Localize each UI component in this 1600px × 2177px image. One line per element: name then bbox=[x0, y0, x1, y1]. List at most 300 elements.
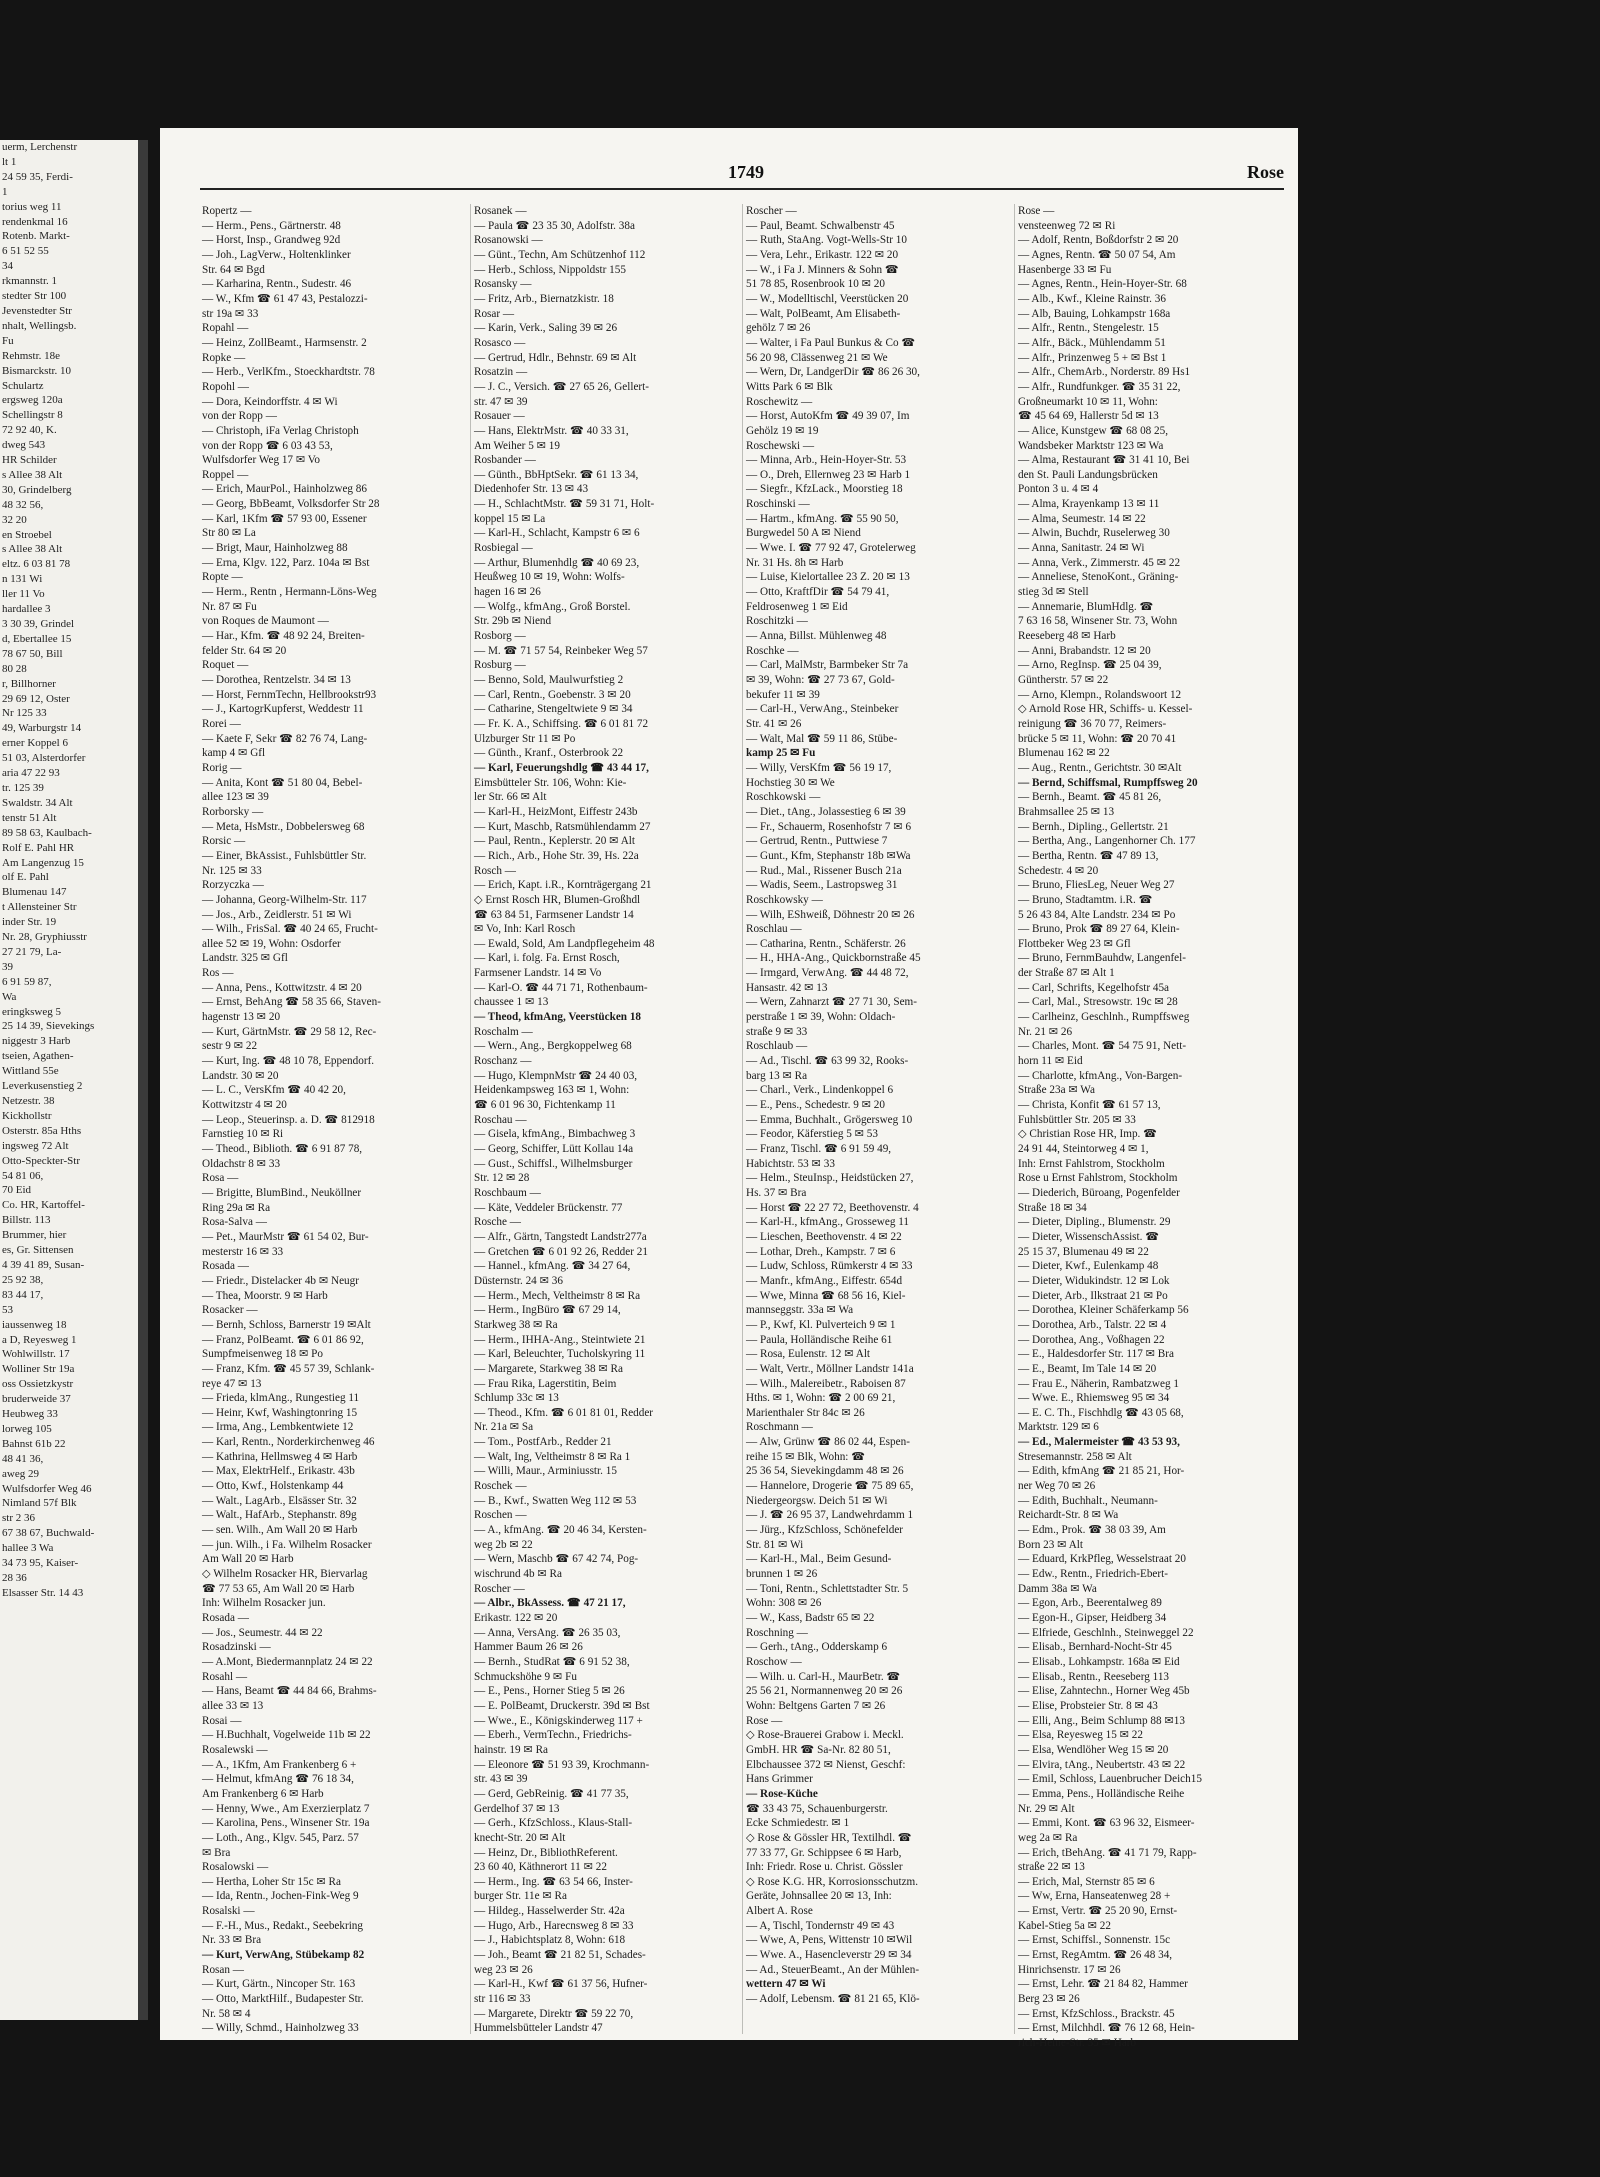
directory-entry-line: Albert A. Rose bbox=[746, 1905, 813, 1918]
directory-entry-line: — Herm., IHHA-Ang., Steintwiete 21 bbox=[474, 1333, 646, 1346]
left-page-line: Am Langenzug 15 bbox=[2, 856, 84, 869]
directory-entry-line: ☎ 45 64 69, Hallerstr 5d ✉ 13 bbox=[1018, 410, 1159, 423]
left-page-line: Nr. 28, Gryphiusstr bbox=[2, 931, 87, 944]
directory-entry-line: — Elisab., Lohkampstr. 168a ✉ Eid bbox=[1018, 1655, 1180, 1668]
directory-entry-line: Rorzyczka — bbox=[202, 879, 264, 892]
directory-entry-line: ☎ 6 01 96 30, Fichtenkamp 11 bbox=[474, 1099, 616, 1112]
left-page-line: 28 36 bbox=[2, 1572, 27, 1584]
left-page-line: Netzestr. 38 bbox=[2, 1095, 55, 1107]
directory-entry-line: weg 2a ✉ Ra bbox=[1018, 1831, 1078, 1844]
directory-entry-line: reye 47 ✉ 13 bbox=[202, 1377, 262, 1390]
directory-entry-line: — Carl-H., VerwAng., Steinbeker bbox=[746, 703, 899, 716]
directory-entry-line: — Kurt, Gärtn., Nincoper Str. 163 bbox=[202, 1978, 356, 1991]
left-page-line: tr. 125 39 bbox=[2, 781, 44, 794]
directory-entry-line: ◇ Rose & Gössler HR, Textilhdl. ☎ bbox=[746, 1831, 912, 1844]
directory-entry-line: — Otto, Kwf., Holstenkamp 44 bbox=[202, 1480, 344, 1493]
directory-entry-line: 25 15 37, Blumenau 49 ✉ 22 bbox=[1018, 1245, 1149, 1258]
directory-entry-line: vensteenweg 72 ✉ Ri bbox=[1018, 219, 1116, 232]
directory-entry-line: sestr 9 ✉ 22 bbox=[202, 1040, 258, 1053]
directory-entry-line: Str. 12 ✉ 28 bbox=[474, 1172, 530, 1185]
left-page-line: Wulfsdorfer Weg 46 bbox=[2, 1482, 92, 1495]
directory-entry-line: Nr. 33 ✉ Bra bbox=[202, 1934, 262, 1947]
directory-entry-line: von der Ropp ☎ 6 03 43 53, bbox=[202, 439, 333, 452]
directory-entry-line: ner Weg 70 ✉ 26 bbox=[1018, 1480, 1096, 1493]
directory-entry-line: — J., Habichtsplatz 8, Wohn: 618 bbox=[474, 1934, 626, 1947]
column-4 bbox=[1018, 204, 1286, 2050]
directory-entry-line: — Tom., PostfArb., Redder 21 bbox=[474, 1436, 612, 1449]
directory-entry-line: Inh: Friedr. Rose u. Christ. Gössler bbox=[746, 1861, 903, 1874]
directory-entry-line: — Edw., Rentn., Friedrich-Ebert- bbox=[1018, 1568, 1168, 1581]
directory-entry-line: Reichardt-Str. 8 ✉ Wa bbox=[1018, 1509, 1119, 1522]
directory-entry-line: — Anita, Kont ☎ 51 80 04, Bebel- bbox=[202, 776, 363, 789]
directory-entry-line: — Fr. K. A., Schiffsing. ☎ 6 01 81 72 bbox=[474, 717, 649, 730]
directory-entry-line: Roschning — bbox=[746, 1626, 808, 1639]
left-page-line: Schellingstr 8 bbox=[2, 409, 63, 422]
directory-entry-line: — Helmut, kfmAng ☎ 76 18 34, bbox=[202, 1773, 354, 1786]
directory-entry-line: Heidenkampsweg 163 ✉ 1, Wohn: bbox=[474, 1084, 630, 1097]
directory-entry-line: Straße 23a ✉ Wa bbox=[1018, 1084, 1095, 1097]
left-page-line: 6 91 59 87, bbox=[2, 975, 52, 988]
left-page-line: 89 58 63, Kaulbach- bbox=[2, 826, 92, 839]
left-page-line: 1 bbox=[2, 185, 8, 198]
directory-entry-line: — Alice, Kunstgew ☎ 68 08 25, bbox=[1018, 424, 1169, 437]
directory-entry-line: Hasenberge 33 ✉ Fu bbox=[1018, 263, 1112, 276]
directory-entry-line: Schmuckshöhe 9 ✉ Fu bbox=[474, 1670, 577, 1683]
directory-entry-line: — Thea, Moorstr. 9 ✉ Harb bbox=[202, 1289, 328, 1302]
directory-entry-line: Rosbander — bbox=[474, 454, 536, 467]
directory-entry-line: Born 23 ✉ Alt bbox=[1018, 1538, 1084, 1551]
directory-entry-line: — H., HHA-Ang., Quickbornstraße 45 bbox=[746, 952, 921, 965]
directory-entry-line: — Frau E., Näherin, Rambatzweg 1 bbox=[1018, 1377, 1179, 1390]
left-page-line: Blumenau 147 bbox=[2, 886, 67, 899]
directory-entry-line: — Gerh., KfzSchloss., Klaus-Stall- bbox=[474, 1817, 633, 1830]
directory-entry-line: — A., 1Kfm, Am Frankenberg 6 + bbox=[202, 1758, 357, 1771]
directory-entry-line: Rosa-Salva — bbox=[202, 1216, 267, 1229]
directory-entry-line: Str. 41 ✉ 26 bbox=[746, 717, 802, 730]
directory-entry-line: — Günt., Techn, Am Schützenhof 112 bbox=[474, 248, 646, 261]
directory-entry-line: Eimsbütteler Str. 106, Wohn: Kie- bbox=[474, 776, 627, 789]
directory-entry-line: — Günth., Kranf., Osterbrook 22 bbox=[474, 747, 624, 760]
left-page-line: Leverkusenstieg 2 bbox=[2, 1080, 83, 1093]
directory-entry-line: — W., i Fa J. Minners & Sohn ☎ bbox=[746, 263, 899, 276]
directory-entry-line: Fuhlsbüttler Str. 205 ✉ 33 bbox=[1018, 1113, 1136, 1126]
left-page-line: 30, Grindelberg bbox=[2, 483, 72, 496]
directory-entry-line: Niedergeorgsw. Deich 51 ✉ Wi bbox=[746, 1494, 888, 1507]
left-page-line: uerm, Lerchenstr bbox=[2, 141, 78, 153]
directory-entry-line: — Ruth, StaAng. Vogt-Wells-Str 10 bbox=[746, 234, 907, 247]
directory-entry-line: Kottwitzstr 4 ✉ 20 bbox=[202, 1099, 287, 1112]
directory-entry-line: — Bruno, FernmBauhdw, Langenfel- bbox=[1018, 952, 1186, 965]
directory-entry-line: — Kaete F, Sekr ☎ 82 76 74, Lang- bbox=[202, 732, 368, 745]
directory-entry-line: — Otto, KraftfDir ☎ 54 79 41, bbox=[746, 586, 890, 599]
directory-entry-line: — P., Kwf, Kl. Pulverteich 9 ✉ 1 bbox=[746, 1318, 896, 1331]
directory-entry-line: Ropte — bbox=[202, 571, 243, 584]
directory-entry-line: — Wilh, EShweiß, Döhnestr 20 ✉ 26 bbox=[746, 908, 915, 921]
directory-entry-line: Rosalewski — bbox=[202, 1743, 268, 1756]
directory-entry-line: — Edith, kfmAng ☎ 21 85 21, Hor- bbox=[1018, 1465, 1185, 1478]
directory-entry-line: Rosanek — bbox=[474, 205, 527, 217]
directory-entry-line: — Rose-Küche bbox=[746, 1787, 818, 1800]
directory-entry-line: Roschen — bbox=[474, 1509, 527, 1522]
directory-entry-line: — Karl-H., Kwf ☎ 61 37 56, Hufner- bbox=[474, 1978, 648, 1991]
directory-entry-line: — Ad., SteuerBeamt., An der Mühlen- bbox=[746, 1963, 920, 1976]
directory-entry-line: — Franz, PolBeamt. ☎ 6 01 86 92, bbox=[202, 1333, 364, 1346]
directory-entry-line: horn 11 ✉ Eid bbox=[1018, 1055, 1083, 1068]
directory-entry-line: — Egon, Arb., Beerentalweg 89 bbox=[1018, 1597, 1162, 1610]
directory-entry-line: — Bernh., StudRat ☎ 6 91 52 38, bbox=[474, 1655, 630, 1668]
directory-entry-line: Ropertz — bbox=[202, 205, 252, 217]
directory-entry-line: — Horst, FernmTechn, Hellbrookstr93 bbox=[202, 688, 377, 701]
directory-entry-line: Ropohl — bbox=[202, 380, 249, 393]
left-page-line: 72 92 40, K. bbox=[2, 424, 57, 437]
directory-entry-line: — Günth., BbHptSekr. ☎ 61 13 34, bbox=[474, 468, 639, 481]
directory-entry-line: — Christoph, iFa Verlag Christoph bbox=[202, 424, 359, 437]
directory-entry-line: ◇ Arnold Rose HR, Schiffs- u. Kessel- bbox=[1018, 703, 1193, 716]
directory-entry-line: brunnen 1 ✉ 26 bbox=[746, 1568, 818, 1581]
directory-entry-line: — B., Kwf., Swatten Weg 112 ✉ 53 bbox=[474, 1494, 637, 1507]
directory-entry-line: — Siegfr., KfzLack., Moorstieg 18 bbox=[746, 483, 903, 496]
directory-entry-line: — Henny, Wwe., Am Exerzierplatz 7 bbox=[202, 1802, 370, 1815]
directory-entry-line: Rosan — bbox=[202, 1963, 244, 1976]
left-page-line: 39 bbox=[2, 960, 13, 973]
directory-entry-line: Rosadzinski — bbox=[202, 1641, 271, 1654]
directory-entry-line: Hths. ✉ 1, Wohn: ☎ 2 00 69 21, bbox=[746, 1392, 896, 1405]
directory-entry-line: weg 23 ✉ 26 bbox=[474, 1963, 533, 1976]
left-page-line: 80 28 bbox=[2, 662, 27, 675]
left-page-line: lorweg 105 bbox=[2, 1422, 52, 1435]
directory-entry-line: — Elli, Ang., Beim Schlump 88 ✉13 bbox=[1018, 1714, 1185, 1727]
directory-entry-line: — Joh., LagVerw., Holtenklinker bbox=[202, 248, 351, 261]
directory-entry-line: Brahmsallee 25 ✉ 13 bbox=[1018, 805, 1115, 818]
directory-entry-line: — Vera, Lehr., Erikastr. 122 ✉ 20 bbox=[746, 248, 899, 261]
directory-entry-line: Oldachstr 8 ✉ 33 bbox=[202, 1157, 281, 1170]
directory-entry-line: Schedestr. 4 ✉ 20 bbox=[1018, 864, 1099, 877]
directory-entry-line: — Alfr., Rundfunkger. ☎ 35 31 22, bbox=[1018, 380, 1181, 393]
directory-entry-line: 24 91 44, Steintorweg 4 ✉ 1, bbox=[1018, 1143, 1149, 1155]
directory-entry-line: — Emmi, Kont. ☎ 63 96 32, Eismeer- bbox=[1018, 1817, 1195, 1830]
directory-entry-line: — Karl-H., Mal., Beim Gesund- bbox=[746, 1553, 892, 1566]
directory-entry-line: — Horst, Insp., Grandweg 92d bbox=[202, 234, 341, 247]
directory-entry-line: — Carlheinz, Geschlnh., Rumpffsweg bbox=[1018, 1011, 1190, 1024]
directory-entry-line: — Bernh., Beamt. ☎ 45 81 26, bbox=[1018, 791, 1162, 804]
directory-entry-line: Roquet — bbox=[202, 659, 249, 672]
directory-entry-line: — Ernst, Schiffsl., Sonnenstr. 15c bbox=[1018, 1934, 1171, 1947]
directory-entry-line: — Theod., Kfm. ☎ 6 01 81 01, Redder bbox=[474, 1406, 654, 1419]
directory-entry-line: — Karl-H., kfmAng., Grosseweg 11 bbox=[746, 1216, 910, 1229]
left-page-line: aweg 29 bbox=[2, 1467, 39, 1480]
directory-entry-line: — Alfr., Gärtn, Tangstedt Landstr277a bbox=[474, 1230, 647, 1243]
directory-entry-line: bekufer 11 ✉ 39 bbox=[746, 688, 820, 701]
directory-entry-line: Hochstieg 30 ✉ We bbox=[746, 776, 835, 789]
directory-entry-line: — Paula ☎ 23 35 30, Adolfstr. 38a bbox=[474, 219, 635, 232]
left-page-line: torius weg 11 bbox=[2, 200, 62, 213]
directory-entry-line: — Dorothea, Kleiner Schäferkamp 56 bbox=[1018, 1304, 1189, 1317]
directory-entry-line: — Erich, Mal, Sternstr 85 ✉ 6 bbox=[1018, 1875, 1155, 1888]
left-page-edge bbox=[0, 140, 148, 2020]
directory-entry-line: — Leop., Steuerinsp. a. D. ☎ 812918 bbox=[202, 1113, 375, 1126]
directory-entry-line: Hinrichsenstr. 17 ✉ 26 bbox=[1018, 1963, 1121, 1976]
left-page-line: es, Gr. Sittensen bbox=[2, 1244, 74, 1257]
left-page-line: Wa bbox=[2, 990, 17, 1003]
directory-entry-line: 56 20 98, Clässenweg 21 ✉ We bbox=[746, 351, 888, 364]
directory-entry-line: — Alfr., ChemArb., Norderstr. 89 Hs1 bbox=[1018, 366, 1191, 379]
directory-entry-line: perstraße 1 ✉ 39, Wohn: Oldach- bbox=[746, 1011, 896, 1024]
directory-entry-line: Rosansky — bbox=[474, 278, 532, 291]
directory-entry-line: — Ernst, RegAmtm. ☎ 26 48 34, bbox=[1018, 1949, 1173, 1962]
directory-entry-line: Rose — bbox=[746, 1714, 783, 1727]
directory-entry-line: Roschlaub — bbox=[746, 1040, 808, 1053]
directory-entry-line: Diedenhofer Str. 13 ✉ 43 bbox=[474, 483, 589, 496]
directory-entry-line: — Herb., Schloss, Nippoldstr 155 bbox=[474, 263, 626, 276]
directory-entry-line: Roschinski — bbox=[746, 498, 810, 511]
directory-entry-line: — Gertrud, Rentn., Puttwiese 7 bbox=[746, 835, 888, 848]
directory-entry-line: — Heinz, Dr., BibliothReferent. bbox=[474, 1846, 618, 1859]
directory-entry-line: — Hugo, KlempnMstr ☎ 24 40 03, bbox=[474, 1069, 638, 1082]
left-page-line: Bahnst 61b 22 bbox=[2, 1437, 66, 1450]
directory-entry-line: Sumpfmeisenweg 18 ✉ Po bbox=[202, 1348, 323, 1361]
directory-entry-line: Elbchaussee 372 ✉ Nienst, Geschf: bbox=[746, 1758, 906, 1771]
directory-entry-line: Burgwedel 50 A ✉ Niend bbox=[746, 527, 861, 540]
directory-entry-line: — H.Buchhalt, Vogelweide 11b ✉ 22 bbox=[202, 1729, 371, 1742]
directory-entry-line: — Helm., SteuInsp., Heidstücken 27, bbox=[746, 1172, 914, 1185]
directory-entry-line: — Ad., Tischl. ☎ 63 99 32, Rooks- bbox=[746, 1055, 909, 1068]
directory-entry-line: — Gertrud, Hdlr., Behnstr. 69 ✉ Alt bbox=[474, 351, 637, 364]
directory-entry-line: Roschkowski — bbox=[746, 791, 821, 804]
directory-entry-line: — Wilh. u. Carl-H., MaurBetr. ☎ bbox=[746, 1670, 901, 1683]
directory-entry-line: 7 63 16 58, Winsener Str. 73, Wohn bbox=[1018, 615, 1178, 628]
entry-columns bbox=[202, 204, 1286, 2050]
directory-entry-line: — Ernst, BehAng ☎ 58 35 66, Staven- bbox=[202, 996, 381, 1009]
directory-entry-line: — Karl, 1Kfm ☎ 57 93 00, Essener bbox=[202, 512, 367, 525]
directory-entry-line: — Jos., Seumestr. 44 ✉ 22 bbox=[202, 1626, 323, 1639]
directory-entry-line: — Karl, Rentn., Norderkirchenweg 46 bbox=[202, 1436, 375, 1449]
directory-entry-line: — Minna, Arb., Hein-Hoyer-Str. 53 bbox=[746, 454, 907, 467]
directory-entry-line: Rosalski — bbox=[202, 1905, 255, 1918]
directory-entry-line: Schlump 33c ✉ 13 bbox=[474, 1392, 559, 1405]
directory-entry-line: Hansastr. 42 ✉ 13 bbox=[746, 981, 828, 994]
left-page-line: d, Ebertallee 15 bbox=[2, 632, 72, 645]
directory-entry-line: — Anna, VersAng. ☎ 26 35 03, bbox=[474, 1626, 621, 1639]
directory-entry-line: Hummelsbütteler Landstr 47 bbox=[474, 2022, 603, 2035]
directory-entry-line: Wulfsdorfer Weg 17 ✉ Vo bbox=[202, 454, 321, 467]
directory-entry-line: Roschau — bbox=[474, 1113, 527, 1126]
directory-entry-line: wischrund 4b ✉ Ra bbox=[474, 1568, 562, 1581]
directory-entry-line: — Anna, Sanitastr. 24 ✉ Wi bbox=[1018, 542, 1145, 555]
left-page-line: 53 bbox=[2, 1303, 13, 1316]
directory-page bbox=[160, 128, 1298, 2050]
directory-entry-line: — Walt., HafArb., Stephanstr. 89g bbox=[202, 1509, 357, 1522]
directory-entry-line: hagenstr 13 ✉ 20 bbox=[202, 1011, 281, 1024]
directory-entry-line: Ulzburger Str 11 ✉ Po bbox=[474, 732, 576, 745]
directory-entry-line: Am Wall 20 ✉ Harb bbox=[202, 1553, 294, 1566]
directory-entry-line: hainstr. 19 ✉ Ra bbox=[474, 1743, 549, 1756]
directory-entry-line: — Theod, kfmAng, Veerstücken 18 bbox=[474, 1011, 642, 1024]
directory-entry-line: — Dieter, Kwf., Eulenkamp 48 bbox=[1018, 1260, 1159, 1273]
left-page-line: s Allee 38 Alt bbox=[2, 543, 63, 556]
directory-entry-line: Starkweg 38 ✉ Ra bbox=[474, 1318, 558, 1331]
directory-entry-line: straße 22 ✉ 13 bbox=[1018, 1861, 1085, 1874]
left-page-line: bruderweide 37 bbox=[2, 1393, 71, 1406]
left-page-line: Swaldstr. 34 Alt bbox=[2, 796, 73, 809]
left-page-line: Jevenstedter Str bbox=[2, 304, 72, 317]
directory-entry-line: — Meta, HsMstr., Dobbelersweg 68 bbox=[202, 820, 365, 833]
directory-entry-line: Rosada — bbox=[202, 1612, 249, 1624]
left-page-line: hallee 3 Wa bbox=[2, 1542, 54, 1555]
directory-entry-line: — Arno, Klempn., Rolandswoort 12 bbox=[1018, 688, 1182, 701]
directory-entry-line: Roschewitz — bbox=[746, 395, 813, 408]
directory-entry-line: 5 26 43 84, Alte Landstr. 234 ✉ Po bbox=[1018, 908, 1176, 921]
directory-entry-line: — Frau Rika, Lagerstitin, Beim bbox=[474, 1377, 617, 1390]
column-2 bbox=[474, 204, 743, 2034]
directory-entry-line: ◇ Christian Rose HR, Imp. ☎ bbox=[1018, 1128, 1158, 1141]
directory-entry-line: — Lothar, Dreh., Kampstr. 7 ✉ 6 bbox=[746, 1245, 896, 1258]
directory-entry-line: Roschanz — bbox=[474, 1055, 532, 1068]
directory-entry-line: Stresemannstr. 258 ✉ Alt bbox=[1018, 1450, 1132, 1463]
directory-entry-line: Ecke Schmiedestr. ✉ 1 bbox=[746, 1817, 850, 1830]
directory-entry-line: Am Weiher 5 ✉ 19 bbox=[474, 439, 560, 452]
directory-entry-line: — Agnes, Rentn. ☎ 50 07 54, Am bbox=[1018, 248, 1176, 261]
directory-entry-line: ✉ Bra bbox=[202, 1846, 231, 1859]
left-page-line: 67 38 67, Buchwald- bbox=[2, 1527, 95, 1540]
left-page-line: 83 44 17, bbox=[2, 1288, 44, 1301]
directory-entry-line: str 19a ✉ 33 bbox=[202, 307, 259, 320]
left-page-line: olf E. Pahl bbox=[2, 871, 49, 884]
directory-entry-line: — Adolf, Rentn, Boßdorfstr 2 ✉ 20 bbox=[1018, 234, 1179, 247]
directory-entry-line: den St. Pauli Landungsbrücken bbox=[1018, 468, 1158, 481]
directory-entry-line: — Rud., Mal., Rissener Busch 21a bbox=[746, 864, 902, 877]
directory-entry-line: — Käte, Veddeler Brückenstr. 77 bbox=[474, 1201, 623, 1214]
directory-entry-line: Roppel — bbox=[202, 468, 249, 481]
directory-entry-line: — J. ☎ 26 95 37, Landwehrdamm 1 bbox=[746, 1509, 914, 1522]
directory-entry-line: — Walt, PolBeamt, Am Elisabeth- bbox=[746, 307, 901, 320]
directory-entry-line: Hans Grimmer bbox=[746, 1773, 813, 1786]
directory-entry-line: — Bernh, Schloss, Barnerstr 19 ✉Alt bbox=[202, 1318, 371, 1331]
directory-entry-line: — Theod., Biblioth. ☎ 6 91 87 78, bbox=[202, 1143, 363, 1155]
directory-entry-line: — Wolfg., kfmAng., Groß Borstel. bbox=[474, 600, 631, 613]
directory-entry-line: — Heinr, Kwf, Washingtonring 15 bbox=[202, 1406, 358, 1419]
left-page-line: en Stroebel bbox=[2, 528, 52, 541]
left-page-line: stedter Str 100 bbox=[2, 290, 67, 303]
left-page-line: Fu bbox=[2, 334, 14, 347]
directory-entry-line: Rorborsky — bbox=[202, 805, 264, 818]
directory-entry-line: — Anna, Billst. Mühlenweg 48 bbox=[746, 630, 887, 643]
directory-entry-line: ◇ Wilhelm Rosacker HR, Biervarlag bbox=[202, 1568, 368, 1581]
directory-entry-line: Rosatzin — bbox=[474, 366, 528, 379]
directory-entry-line: — Catharina, Rentn., Schäferstr. 26 bbox=[746, 937, 906, 950]
directory-entry-line: — Wilh., FrisSal. ☎ 40 24 65, Frucht- bbox=[202, 923, 378, 936]
directory-entry-line: — Kurt, VerwAng, Stübekamp 82 bbox=[202, 1949, 365, 1962]
directory-entry-line: — jun. Wilh., i Fa. Wilhelm Rosacker bbox=[202, 1538, 372, 1551]
left-page-line: inder Str. 19 bbox=[2, 916, 57, 929]
directory-entry-line: wettern 47 ✉ Wi bbox=[746, 1978, 826, 1991]
directory-entry-line: — Annemarie, BlumHdlg. ☎ bbox=[1018, 600, 1154, 613]
directory-entry-line: hagen 16 ✉ 26 bbox=[474, 586, 541, 599]
directory-entry-line: Gerdelhof 37 ✉ 13 bbox=[474, 1802, 560, 1815]
directory-entry-line: — Wwe. I. ☎ 77 92 47, Grotelerweg bbox=[746, 542, 916, 555]
directory-entry-line: ler Str. 66 ✉ Alt bbox=[474, 791, 547, 804]
directory-entry-line: Rosborg — bbox=[474, 630, 526, 643]
directory-entry-line: Str. 81 ✉ Wi bbox=[746, 1538, 804, 1551]
left-page-line: 78 67 50, Bill bbox=[2, 647, 63, 660]
left-page-line: 70 Eid bbox=[2, 1184, 32, 1197]
left-page-line: Nr 125 33 bbox=[2, 707, 47, 720]
directory-entry-line: knecht-Str. 20 ✉ Alt bbox=[474, 1831, 566, 1844]
directory-entry-line: koppel 15 ✉ La bbox=[474, 512, 546, 525]
left-page-line: 48 32 56, bbox=[2, 498, 44, 511]
directory-entry-line: 23 60 40, Käthnerort 11 ✉ 22 bbox=[474, 1861, 607, 1874]
directory-entry-line: — Ed., Malermeister ☎ 43 53 93, bbox=[1018, 1436, 1180, 1449]
directory-entry-line: Kabel-Stieg 5a ✉ 22 bbox=[1018, 1919, 1111, 1932]
left-page-line: 49, Warburgstr 14 bbox=[2, 722, 82, 735]
directory-entry-line: — W., Modelltischl, Veerstücken 20 bbox=[746, 292, 909, 305]
left-page-line: eringksweg 5 bbox=[2, 1005, 61, 1018]
directory-entry-line: — Willy, VersKfm ☎ 56 19 17, bbox=[746, 761, 892, 774]
directory-entry-line: — Hans, Beamt ☎ 44 84 66, Brahms- bbox=[202, 1685, 377, 1698]
directory-entry-line: ◇ Rose-Brauerei Grabow i. Meckl. bbox=[746, 1729, 904, 1742]
directory-entry-line: — Ewald, Sold, Am Landpflegeheim 48 bbox=[474, 937, 655, 950]
directory-entry-line: — Edm., Prok. ☎ 38 03 39, Am bbox=[1018, 1524, 1166, 1537]
directory-entry-line: — Charlotte, kfmAng., Von-Bargen- bbox=[1018, 1069, 1183, 1082]
directory-entry-line: — Hartm., kfmAng. ☎ 55 90 50, bbox=[746, 512, 899, 525]
directory-entry-line: Rosahl — bbox=[202, 1670, 248, 1683]
directory-entry-line: — Willi, Maur., Arminiusstr. 15 bbox=[474, 1465, 617, 1478]
left-page-line: Heubweg 33 bbox=[2, 1408, 58, 1421]
directory-entry-line: chaussee 1 ✉ 13 bbox=[474, 996, 549, 1009]
directory-entry-line: — Erich, tBehAng. ☎ 41 71 79, Rapp- bbox=[1018, 1846, 1197, 1859]
directory-entry-line: — Jürg., KfzSchloss, Schönefelder bbox=[746, 1524, 904, 1537]
directory-entry-line: Gehölz 19 ✉ 19 bbox=[746, 424, 819, 437]
directory-entry-line: Rosacker — bbox=[202, 1304, 258, 1317]
left-page-line: eltz. 6 03 81 78 bbox=[2, 558, 71, 571]
directory-entry-line: — Charles, Mont. ☎ 54 75 91, Nett- bbox=[1018, 1040, 1187, 1053]
left-page-line: rendenkmal 16 bbox=[2, 215, 68, 228]
directory-entry-line: — Eduard, KrkPfleg, Wesselstraat 20 bbox=[1018, 1553, 1186, 1566]
directory-entry-line: — Diet., tAng., Jolassestieg 6 ✉ 39 bbox=[746, 805, 906, 818]
directory-entry-line: — Gretchen ☎ 6 01 92 26, Redder 21 bbox=[474, 1245, 648, 1258]
directory-entry-line: Düsternstr. 24 ✉ 36 bbox=[474, 1274, 563, 1287]
directory-entry-line: — Elise, Probsteier Str. 8 ✉ 43 bbox=[1018, 1699, 1158, 1712]
directory-entry-line: — O., Dreh, Ellernweg 23 ✉ Harb 1 bbox=[746, 468, 911, 481]
directory-entry-line: — Karl-O. ☎ 44 71 71, Rothenbaum- bbox=[474, 981, 648, 994]
left-page-line: Elsasser Str. 14 43 bbox=[2, 1586, 84, 1599]
page-header bbox=[160, 128, 1298, 180]
directory-entry-line: — M. ☎ 71 57 54, Reinbeker Weg 57 bbox=[474, 644, 648, 657]
directory-entry-line: — Carl, Rentn., Goebenstr. 3 ✉ 20 bbox=[474, 688, 631, 701]
directory-entry-line: Am Frankenberg 6 ✉ Harb bbox=[202, 1787, 324, 1800]
directory-entry-line: Farnstieg 10 ✉ Ri bbox=[202, 1128, 284, 1141]
left-page-line: 6 51 52 55 bbox=[2, 245, 49, 258]
directory-entry-line: — Elsa, Wendlöher Weg 15 ✉ 20 bbox=[1018, 1743, 1169, 1756]
left-page-line: iaussenweg 18 bbox=[2, 1318, 67, 1331]
directory-entry-line: Nr. 21 ✉ 26 bbox=[1018, 1025, 1073, 1038]
left-page-line: 4 39 41 89, Susan- bbox=[2, 1258, 85, 1271]
left-page-line: aria 47 22 93 bbox=[2, 767, 60, 780]
directory-entry-line: — Manfr., kfmAng., Eiffestr. 654d bbox=[746, 1274, 903, 1287]
directory-entry-line: ✉ Vo, Inh: Karl Rosch bbox=[474, 923, 576, 936]
left-page-line: erner Koppel 6 bbox=[2, 737, 68, 750]
directory-entry-line: — Irmgard, VerwAng. ☎ 44 48 72, bbox=[746, 967, 909, 980]
header-rule bbox=[200, 188, 1284, 190]
directory-entry-line: — Aug., Rentn., Gerichtstr. 30 ✉Alt bbox=[1018, 761, 1182, 774]
directory-entry-line: Nr. 125 ✉ 33 bbox=[202, 864, 262, 877]
directory-entry-line: — W., Kass, Badstr 65 ✉ 22 bbox=[746, 1612, 875, 1624]
directory-entry-line: weg 2b ✉ 22 bbox=[474, 1538, 533, 1551]
directory-entry-line: — Walt., LagArb., Elsässer Str. 32 bbox=[202, 1494, 357, 1507]
directory-entry-line: — Pet., MaurMstr ☎ 61 54 02, Bur- bbox=[202, 1230, 369, 1243]
directory-entry-line: — Ludw, Schloss, Rümkerstr 4 ✉ 33 bbox=[746, 1260, 913, 1273]
directory-entry-line: — Diederich, Büroang, Pogenfelder bbox=[1018, 1186, 1180, 1199]
directory-entry-line: — Alwin, Buchdr, Ruselerweg 30 bbox=[1018, 527, 1170, 540]
